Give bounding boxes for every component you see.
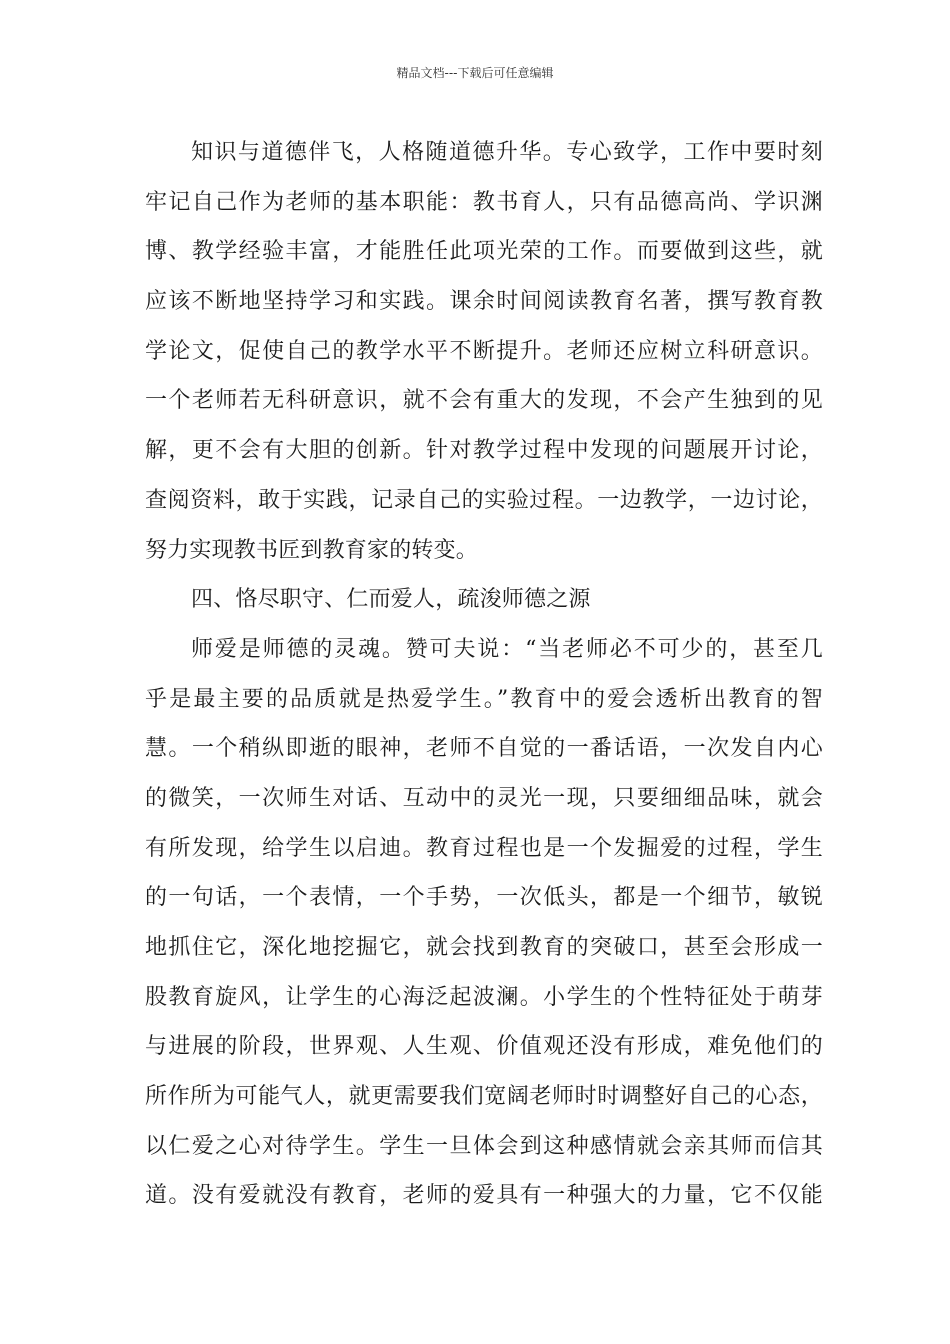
text-line: 股教育旋风，让学生的心海泛起波澜。小学生的个性特征处于萌芽	[145, 984, 823, 1010]
section-heading: 四、恪尽职守、仁而爱人，疏浚师德之源	[191, 587, 591, 613]
text-line: 与进展的阶段，世界观、人生观、价值观还没有形成，难免他们的	[145, 1034, 823, 1060]
document-body	[145, 128, 823, 1221]
text-line: 知识与道德伴飞，人格随道德升华。专心致学，工作中要时刻	[191, 140, 823, 165]
text-line: 牢记自己作为老师的基本职能：教书育人，只有品德高尚、学识渊	[145, 189, 823, 215]
text-line: 地抓住它，深化地挖掘它，就会找到教育的突破口，甚至会形成一	[145, 935, 823, 960]
text-line: 解，更不会有大胆的创新。针对教学过程中发现的问题展开讨论，	[145, 438, 823, 464]
text-line: 以仁爱之心对待学生。学生一旦体会到这种感情就会亲其师而信其	[145, 1133, 823, 1159]
text-line: 有所发现，给学生以启迪。教育过程也是一个发掘爱的过程，学生	[145, 835, 823, 861]
page-header: 精品文档---下载后可任意编辑	[396, 66, 554, 80]
text-line: 乎是最主要的品质就是热爱学生。”教育中的爱会透析出教育的智	[145, 686, 823, 712]
text-line: 查阅资料，敢于实践，记录自己的实验过程。一边教学，一边讨论，	[145, 487, 823, 513]
text-line: 的一句话，一个表情，一个手势，一次低头，都是一个细节，敏锐	[145, 885, 823, 911]
text-line: 师爱是师德的灵魂。赞可夫说：“当老师必不可少的，甚至几	[191, 636, 823, 662]
text-line: 一个老师若无科研意识，就不会有重大的发现，不会产生独到的见	[145, 388, 823, 414]
text-line: 努力实现教书匠到教育家的转变。	[145, 537, 479, 563]
text-line: 道。没有爱就没有教育，老师的爱具有一种强大的力量，它不仅能	[145, 1183, 823, 1209]
text-line: 博、教学经验丰富，才能胜任此项光荣的工作。而要做到这些，就	[145, 239, 823, 265]
text-line: 学论文，促使自己的教学水平不断提升。老师还应树立科研意识。	[145, 338, 823, 364]
text-line: 慧。一个稍纵即逝的眼神，老师不自觉的一番话语，一次发自内心	[145, 736, 823, 762]
text-line: 的微笑，一次师生对话、互动中的灵光一现，只要细细品味，就会	[145, 785, 823, 811]
text-line: 所作所为可能气人，就更需要我们宽阔老师时时调整好自己的心态，	[145, 1084, 823, 1110]
text-line: 应该不断地坚持学习和实践。课余时间阅读教育名著，撰写教育教	[145, 289, 823, 315]
